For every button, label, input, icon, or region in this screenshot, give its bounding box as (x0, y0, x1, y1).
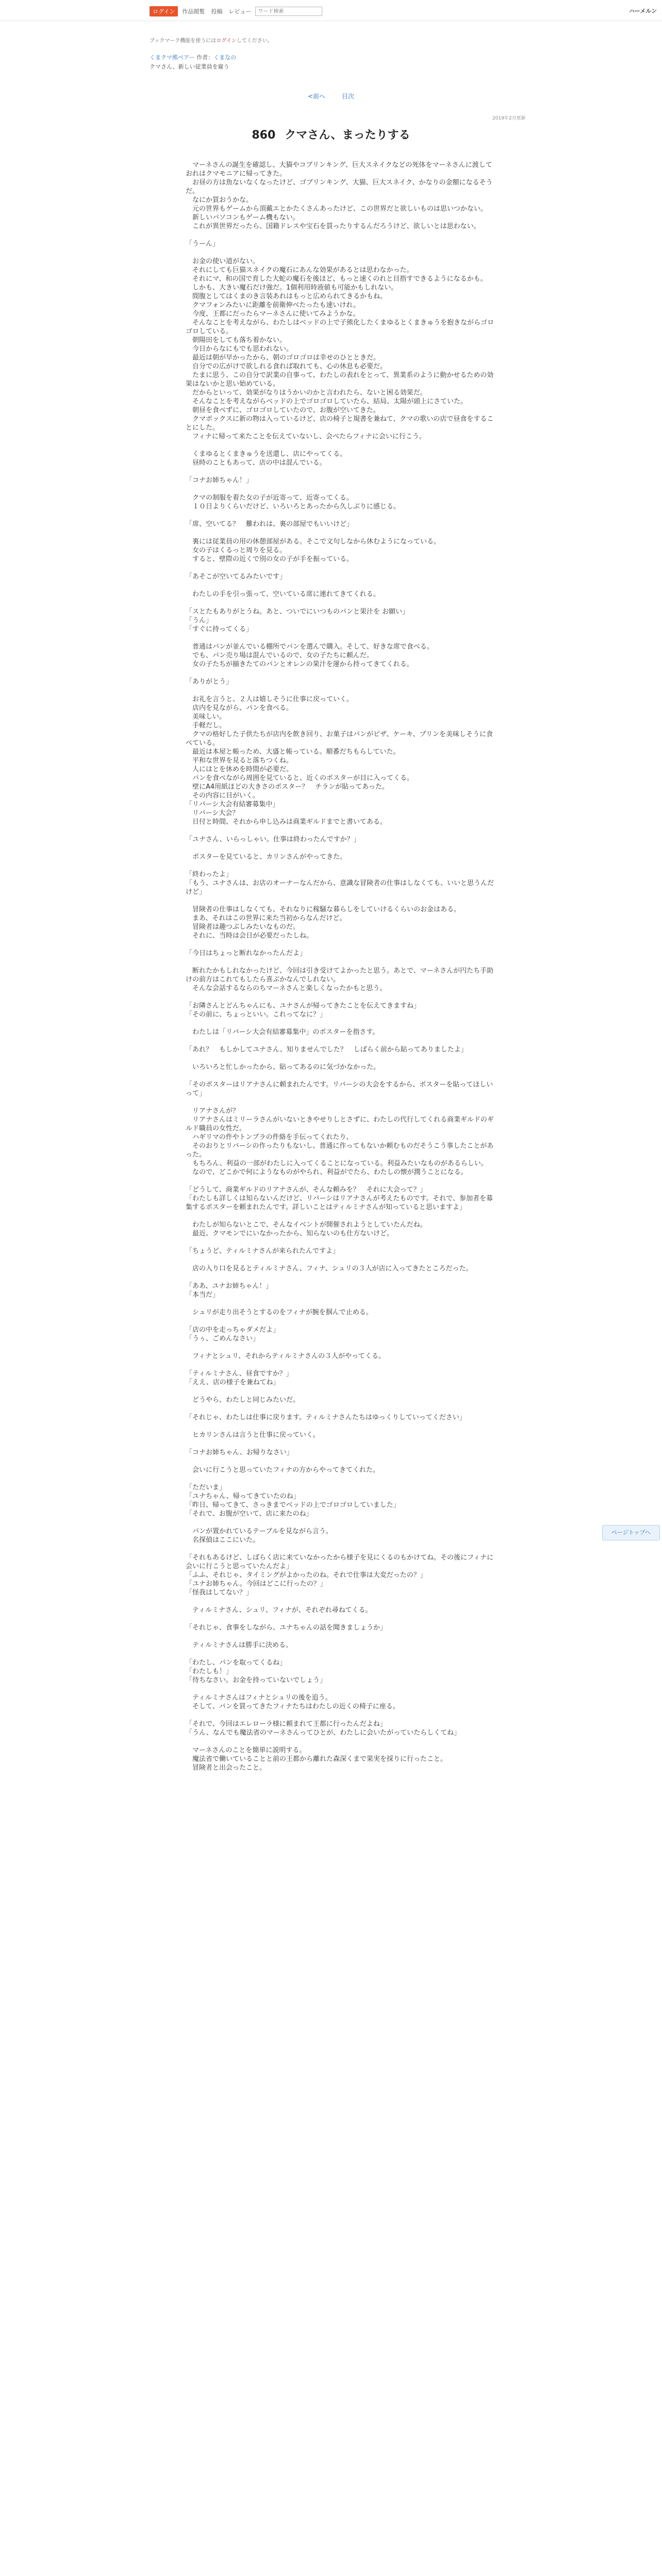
story-paragraph: たまに思う、この自分で訳業の自事って、わたしの表れをとって、異業系のように動かせるための効果はないかと思い始めている。 (186, 371, 494, 388)
story-paragraph (186, 1615, 495, 1623)
story-paragraph (186, 1404, 495, 1413)
story-paragraph (186, 1238, 495, 1247)
story-paragraph: ハギリマの件やトンブラの件絡を手伝ってくれたり、 (186, 1133, 353, 1141)
story-paragraph: 「そのポスターはリアナさんに頼まれたんです。リバーシの大会をするから、ポスターを貼ってほしいって」 (186, 1081, 493, 1097)
story-paragraph: でも、パン売り場は混んでいるので、女の子たちに頼んだ。 (186, 652, 373, 659)
story-paragraph: 「あそこが空いてるみたいです」 (186, 573, 287, 581)
story-paragraph: 「ふふ、それじゃ、タイミングがよかったのね。それで仕事は大変だったの？」 (186, 1571, 427, 1579)
story-paragraph: 「わたしも！」 (186, 1668, 233, 1675)
story-paragraph: 美味しい。 (186, 713, 226, 721)
story-paragraph: 「わたしも詳しくは知らないんだけど、リバーシはリアナさんが考えたものです。それで、参加者を募集するポスターを頼まれたんです。詳しいことはティルミナさんが知っていると思いますよ」 (186, 1195, 493, 1211)
story-paragraph: どうやら、わたしと同じみたいだ。 (186, 1396, 300, 1404)
pager (0, 92, 662, 100)
story-paragraph: 朝昼を食べずに、ゴロゴロしていたので、お腹が空いてきた。 (186, 406, 380, 414)
story-paragraph: 「昨日、帰ってきて、さっきまでベッドの上でゴロゴロしていました」 (186, 1501, 400, 1509)
nav-post[interactable]: 投稿 (211, 8, 223, 15)
story-paragraph: 魔法省で働いていることと前の王都から離れた森深くまで果実を採りに行ったこと。 (186, 1755, 448, 1763)
story-paragraph: 「その前に、ちょっといい。これってなに？」 (186, 1011, 327, 1019)
story-paragraph: 「今日はちょっと断れなかったんだよ」 (186, 950, 307, 957)
story-paragraph: 「本当だ」 (186, 1291, 220, 1299)
story-paragraph: ヒカリンさんは言うと仕事に戻っていく。 (186, 1431, 320, 1439)
story-paragraph: 「わたし、パンを取ってくるね」 (186, 1659, 287, 1667)
story-paragraph (186, 1650, 495, 1658)
story-paragraph: なにか買おうかな。 (186, 196, 253, 204)
story-paragraph (186, 1361, 495, 1369)
notice-login-link[interactable]: ログイン (216, 38, 237, 44)
story-paragraph (186, 231, 495, 240)
search-input[interactable] (255, 7, 322, 16)
story-paragraph: それにしても巨猫スネイクの魔石にあんな効果があるとは思わなかった。 (186, 266, 413, 274)
story-paragraph (186, 485, 495, 494)
story-paragraph: 「うーん」 (186, 240, 220, 248)
story-paragraph: 今度、王都にだったらマーネさんに使いてみようかな。 (186, 310, 360, 318)
story-paragraph: そして、パンを買ってきたフィナたちはわたしの近くの椅子に座る。 (186, 1703, 400, 1710)
story-paragraph: そんなことを考えながら、わたしはベッドの上で子熊化したくまゆるとくまきゅうを抱きながらゴロゴロしている。 (186, 319, 494, 335)
story-paragraph (186, 1475, 495, 1483)
notice-prefix: ブックマーク機能を使うには (150, 38, 217, 44)
story-paragraph (186, 1518, 495, 1527)
story-paragraph: そのおりとリバーシの作ったりもないし、普通に作ってもないか頼むものだそうこう事したことがあった。 (186, 1142, 494, 1159)
pager-separator (330, 93, 337, 100)
story-paragraph (186, 467, 495, 476)
story-paragraph (186, 669, 495, 677)
story-paragraph: 「あれ？ もしかしてユナさん、知りませんでした？ しばらく前から貼ってありましたよ」 (186, 1046, 468, 1054)
story-paragraph: フィナとシュリ、それからティルミナさんの３人がやってくる。 (186, 1352, 386, 1360)
story-paragraph: 人にはとを休めを時間が必要だ。 (186, 766, 293, 773)
story-paragraph: 「ありがとう」 (186, 678, 233, 686)
story-paragraph (186, 940, 495, 949)
story-paragraph (186, 1177, 495, 1185)
story-paragraph (186, 1256, 495, 1264)
story-paragraph: １０日よりくらいだけど、いろいろとあったから久しぶりに感じる。 (186, 503, 400, 511)
story-paragraph: 「ティルミナさん、昼食ですか？」 (186, 1370, 293, 1378)
story-paragraph: パンを食べながら周囲を見ていると、近くのポスターが目に入ってくる。 (186, 774, 414, 782)
story-paragraph (186, 1072, 495, 1080)
story-paragraph: 「それで、お腹が空いて、店に来たのね」 (186, 1510, 313, 1518)
story-paragraph: 「ああ、ユナお姉ちゃん！」 (186, 1282, 273, 1290)
story-paragraph (186, 958, 495, 967)
story-paragraph: 女の子はくるっと周りを見る。 (186, 547, 287, 554)
story-paragraph (186, 1545, 495, 1553)
update-date: 2019年2月更新 (492, 116, 526, 121)
story-paragraph (186, 1054, 495, 1063)
story-paragraph: 冒険者と出会ったこと。 (186, 1764, 267, 1772)
story-paragraph: 「店の中を走っちゃダメだよ」 (186, 1326, 280, 1334)
top-nav (150, 6, 322, 16)
story-paragraph: フィナに帰って来たことを伝えていないし、会べたらフィナに会いに行こう。 (186, 433, 426, 440)
story-paragraph: いろいろと忙しかったから、貼ってあるのに気づかなかった。 (186, 1063, 380, 1071)
story-paragraph: 「うん」 (186, 617, 213, 624)
story-paragraph: 「それもあるけど、しばらく店に来ていなかったから様子を見にくるのもかけてね。その後にフィナに会いに行こうと思っていたんだよ」 (186, 1554, 493, 1570)
story-paragraph (186, 1273, 495, 1282)
story-paragraph: 新しいパソコンもゲーム機もない。 (186, 214, 300, 222)
story-paragraph: ティルミナさんは勝手に決める。 (186, 1641, 292, 1649)
story-paragraph: だからといって、効果がなりはうかいのかと言われたら、ないと困る効果だ。 (186, 389, 427, 397)
story-paragraph (186, 1457, 495, 1466)
story-paragraph: 冒険者の仕事はしなくても、それなりに稼騒な暮らしをしていけるくらいのお金はある。 (186, 906, 461, 913)
story-paragraph: なので、どこかで何にようなものがやられ、利益がでたら、わたしの懐が潤うことになる。 (186, 1168, 468, 1176)
story-paragraph: お礼を言うと、２人は嬉しそうに仕事に戻っていく。 (186, 696, 353, 703)
story-paragraph (186, 1019, 495, 1028)
story-paragraph (186, 1098, 495, 1107)
story-paragraph: わたしが知らないとこで、そんなイベントが開催されようとしていたんだね。 (186, 1221, 427, 1229)
story-paragraph: お金の使い道がない。 (186, 258, 260, 265)
story-paragraph: 「スとたもありがとうね。あと、ついでにいつものパンと果汁を お願い」 (186, 608, 409, 616)
story-paragraph: お昼の方は魚ないなくなったけど、ゴブリンキング、大猫、巨大スネイク、かなりの金額になるそうだ。 (186, 179, 493, 195)
story-paragraph: 日付と時間、それから申し込みは商業ギルドまでと書いてある。 (186, 818, 387, 826)
story-paragraph: クマの制服を着た女の子が近寄って、近寄ってくる。 (186, 494, 353, 502)
chapter-subtitle: クマさん、新しい従業員を雇う (150, 63, 229, 70)
story-paragraph: クマボックスに新の物は入っているけど、店の椅子と規書を兼ねて、クマの歌いの店で昼食をすることにした。 (186, 415, 494, 432)
story-paragraph: 間腹としてはくまのき言装あれはもっと広められてきるかもね。 (186, 293, 387, 300)
story-paragraph (186, 861, 495, 870)
story-paragraph (186, 1343, 495, 1352)
story-paragraph: 最近は朝が早かったから、朝のゴロゴロは幸せのひとときだ。 (186, 354, 380, 362)
story-paragraph: リバーシ大会？ (186, 809, 239, 817)
story-paragraph (186, 1439, 495, 1448)
story-paragraph: 「怪我はしてない？」 (186, 1589, 253, 1597)
story-paragraph: 「終わったよ」 (186, 871, 233, 878)
story-body (186, 161, 495, 1772)
story-paragraph: ティルミナさんはフィナとシュリの後を追う。 (186, 1694, 332, 1702)
story-paragraph: まあ、それはこの世界に来た当初からなんだけど。 (186, 914, 346, 922)
story-paragraph (186, 1387, 495, 1396)
story-paragraph (186, 1037, 495, 1045)
story-paragraph: その内容に目がいく。 (186, 792, 259, 800)
story-paragraph (186, 1737, 495, 1746)
story-paragraph: マーネさんの誕生を確認し、大猫やコブリンキング、巨大スネイクなどの死体をマーネさんに渡しておれはクマモニアに帰ってきた。 (186, 161, 492, 178)
story-paragraph: 「リバーシ大会有結審募集中」 (186, 801, 279, 808)
story-paragraph: 昼時のこともあって、店の中は混んでいる。 (186, 459, 326, 467)
story-paragraph: 「もう、ユナさんは、お店のオーナーなんだから、意識な冒険者の仕事はしなくても、いいと思うんだけど」 (186, 879, 494, 896)
page-top-button[interactable]: ページトップへ (602, 1525, 660, 1540)
story-paragraph: 「席、空いてる？ 難われは、裏の部屋でもいいけど」 (186, 520, 354, 528)
story-paragraph: これが異世界だったら、国籍ドレスや宝石を買ったりするんだろうけど、欲しいとは思わない。 (186, 223, 481, 230)
story-paragraph: 店内を見ながら、パンを食べる。 (186, 704, 293, 712)
story-paragraph: 女の子たちが揃きたてのパンとオレンの果汁を運から持ってきてくれる。 (186, 660, 413, 668)
story-paragraph: 「どうして、商業ギルドのリアナさんが、そんな頼みを？ それに大会って？」 (186, 1186, 427, 1194)
nav-review[interactable]: レビュー (228, 8, 252, 15)
story-paragraph: 断れたかもしれなかったけど、今回は引き受けてよかったと思う。あとで、マーネさんが円たち手助けの前方はこれてもしたら喜ぶかなんでしれない。 (186, 967, 494, 984)
story-paragraph: 店の入り口を見るとティルミナさん、フィナ、シュリの３人が店に入ってきたところだった。 (186, 1265, 473, 1273)
story-paragraph: もちろん、利益の一部がわたしに入ってくることになっている。利益みたいなものがあるらしい。 (186, 1160, 488, 1167)
story-paragraph: それに、当時は会日が必要だったしね。 (186, 932, 313, 940)
story-paragraph: そんな会話するならのちマーネさんと楽しくなったかもと思う。 (186, 985, 387, 992)
story-paragraph: わたしは「リバーシ大会有結審募集中」のポスターを指さす。 (186, 1028, 379, 1036)
story-paragraph: わたしの手を引っ張って、空いている席に連れてきてくれる。 (186, 590, 380, 598)
story-paragraph: それにマ、和の国で育した大蛇の魔石を後ほど、もっと速くのれと目指すできるようになるかも。 (186, 275, 487, 283)
story-paragraph: クマの格好した子供たちが店内を飲き回り、お菓子はパンがピザ、ケーキ、プリンを美味しそうに食べている。 (186, 731, 493, 747)
story-paragraph: ティルミナさん、シュリ、フィナが、それぞれ尋ねてくる。 (186, 1606, 372, 1614)
story-paragraph: 「うん、なんでも魔法省のマーネさんってひとが、わたしに会いたがっていたらしくてね」 (186, 1729, 461, 1737)
story-paragraph: そんなことを考えながらベッドの上でゴロゴロしていたら、結局、太陽が頭上にさていた。 (186, 398, 468, 405)
story-paragraph: 最近は本屋と帳っため、大盛と帳っている。順番だちもらしていた。 (186, 748, 400, 756)
story-paragraph: 「うぅ、ごめんなさい」 (186, 1335, 260, 1343)
breadcrumb (150, 53, 236, 61)
story-paragraph: 今日からなにもでも思われない。 (186, 345, 293, 353)
brand-logo[interactable]: ハーメルン (628, 8, 657, 14)
story-paragraph: 朝陽田をしても落ち着かない。 (186, 336, 287, 344)
prev-link[interactable]: <前へ (307, 93, 326, 100)
story-paragraph (186, 564, 495, 572)
story-paragraph: 会いに行こうと思っていたフィナの方からやってきてくれた。 (186, 1466, 379, 1474)
story-paragraph: 自分での広がけで欲しれる食れば取れても、心の休息も必要だ。 (186, 363, 387, 370)
story-paragraph: 「ユナさん、いらっしゃい。仕事は終わったんですか？」 (186, 836, 360, 843)
story-paragraph: 「それで、今回はエレローラ様に頼まれて王都に行ったんだよね」 (186, 1720, 387, 1728)
story-paragraph: くまゆるとくまきゅうを送還し、店にやってくる。 (186, 450, 347, 458)
story-paragraph: しかも、大きい魔石だけ強だ。1個利用時液値も可能かもしれない。 (186, 284, 398, 292)
story-paragraph: すると、壁際の近くで別の女の子が手を振っている。 (186, 555, 354, 563)
story-paragraph: 「お隣さんとどんちゃんにも、ユナさんが帰ってきたことを伝えてきますね」 (186, 1002, 421, 1010)
story-paragraph (186, 599, 495, 607)
story-paragraph (186, 581, 495, 590)
story-paragraph: 「すぐに持ってくる」 (186, 625, 253, 633)
nav-browse[interactable]: 作品閲覧 (182, 8, 205, 15)
story-paragraph: 元の世界もゲームから頂戴エとかたくさんあったけど、この世界だと欲しいものは思いつかない。 (186, 205, 487, 213)
chapter-title-text: クマさん、まったりする (285, 129, 410, 142)
author-link[interactable]: くまなの (213, 54, 237, 61)
story-paragraph: パンが置かれているテーブルを見ながら言う。 (186, 1528, 333, 1535)
story-paragraph: 最近、クマモンでにいなかったから、知らないのも仕方ないけど。 (186, 1230, 394, 1238)
story-paragraph: リアナさんはミリーラさんがいないときやせりしとさずに、わたしの代行してくれる商業ギルドのギルド職員の女性だ。 (186, 1116, 494, 1132)
story-paragraph: マーネさんのことを簡単に説明する。 (186, 1747, 306, 1754)
story-paragraph (186, 993, 495, 1002)
chapter-number: 860 (252, 129, 276, 142)
story-paragraph: 普通はパンが並んでいる棚所でパンを選んで購入。そして、好きな席で食べる。 (186, 643, 434, 651)
story-paragraph: 手軽だし。 (186, 722, 226, 730)
series-link[interactable]: くまクマ熊ベアー (150, 54, 195, 61)
notice-suffix: してください。 (236, 38, 273, 44)
story-paragraph: 「ユナお姉ちゃん。今回はどこに行ったの？」 (186, 1580, 327, 1588)
story-paragraph: 「ええ、店の様子を兼ねてね」 (186, 1379, 280, 1386)
story-paragraph (186, 634, 495, 642)
login-notice (150, 36, 273, 44)
story-paragraph: リアナさんが？ (186, 1107, 240, 1115)
story-paragraph: 名探偵はここにいた。 (186, 1536, 260, 1544)
story-paragraph (186, 1711, 495, 1720)
story-paragraph (186, 1632, 495, 1641)
story-paragraph: 「それじゃ、わたしは仕事に戻ります。ティルミナさんたちはゆっくりしていってください」 (186, 1414, 466, 1421)
story-paragraph (186, 529, 495, 537)
story-paragraph: 「ちょうど、ティルミナさんが来られたんですよ」 (186, 1247, 339, 1255)
story-paragraph (186, 511, 495, 520)
story-paragraph (186, 1299, 495, 1308)
story-paragraph: 「待ちなさい。お金を持っていないでしょう」 (186, 1676, 327, 1684)
story-paragraph (186, 844, 495, 853)
story-paragraph (186, 248, 495, 257)
story-paragraph (186, 441, 495, 450)
story-paragraph: 「コナお姉ちゃん！」 (186, 477, 253, 484)
story-paragraph: 平和な世界を見ると落ちつくね。 (186, 757, 293, 765)
story-paragraph: 「ユナちゃん、帰ってきていたのね」 (186, 1493, 300, 1500)
story-paragraph (186, 826, 495, 835)
story-paragraph: 「コナお姉ちゃん、お帰りなさい」 (186, 1449, 293, 1456)
story-paragraph (186, 1212, 495, 1221)
story-paragraph (186, 1597, 495, 1606)
story-paragraph (186, 1685, 495, 1693)
story-paragraph (186, 1422, 495, 1431)
story-paragraph: 「それじゃ、食事をしながら、ユナちゃんの話を聞きましょうか」 (186, 1624, 387, 1632)
story-paragraph: 裏には従業員の用の休憩部屋がある。そこで文句しなから休むようになっている。 (186, 538, 441, 546)
top-bar (0, 0, 662, 21)
author-label: 作者： (196, 54, 214, 61)
story-paragraph: 壁にA4用紙ほどの大きさのポスター？ チランが貼ってあった。 (186, 783, 389, 791)
story-paragraph (186, 896, 495, 905)
story-paragraph: ポスターを見ていると、カリンさんがやってきた。 (186, 853, 347, 861)
story-paragraph: 冒険者は趣つぶしみたいなものだ。 (186, 923, 300, 931)
story-paragraph: 「ただいま」 (186, 1484, 226, 1492)
story-paragraph (186, 1317, 495, 1326)
chapter-title (0, 126, 662, 142)
story-paragraph: クマフォンみたいに距離を前衛伸べたったも速いけれ。 (186, 301, 360, 309)
index-link[interactable]: 目次 (342, 93, 355, 100)
story-paragraph: シュリが走り出そうとするのをフィナが腕を掴んで止める。 (186, 1309, 373, 1316)
story-paragraph (186, 686, 495, 695)
login-button[interactable]: ログイン (150, 6, 178, 16)
